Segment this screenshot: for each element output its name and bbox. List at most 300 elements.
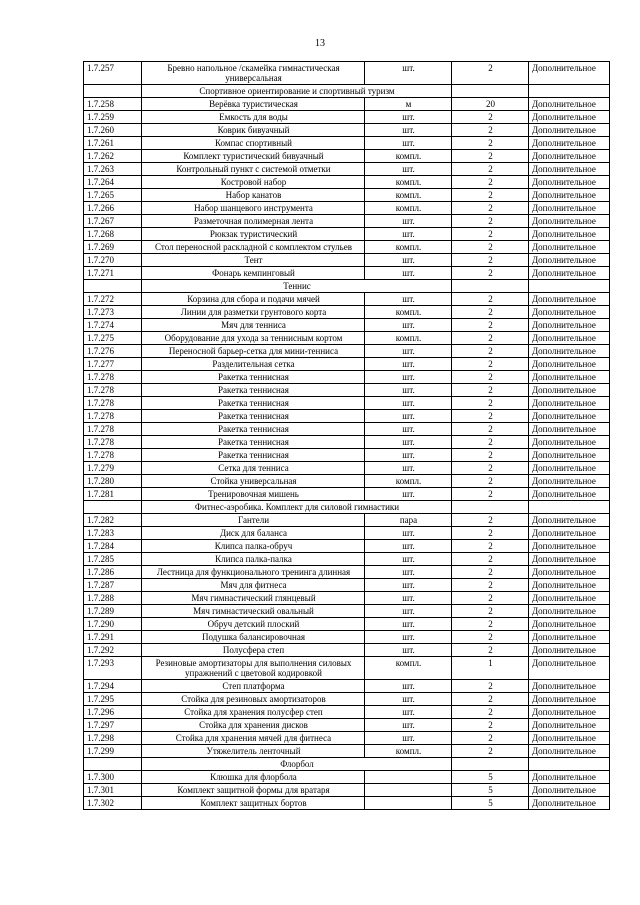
unit-cell: шт.: [365, 449, 452, 462]
item-name-cell: Комплект защитной формы для вратаря: [142, 784, 365, 797]
note-cell: Дополнительное: [529, 579, 610, 592]
unit-cell: м: [365, 98, 452, 111]
table-row: [84, 215, 610, 228]
item-number-cell: 1.7.277: [84, 358, 142, 371]
section-title: Фитнес-аэробика. Комплект для силовой гимнастики: [142, 501, 452, 514]
table-row: [84, 566, 610, 579]
table-row: [84, 797, 610, 810]
item-name-cell: Разделительная сетка: [142, 358, 365, 371]
item-name-cell: Стойка для хранения мячей для фитнеса: [142, 732, 365, 745]
item-name-cell: Рюкзак туристический: [142, 228, 365, 241]
note-cell: Дополнительное: [529, 202, 610, 215]
quantity-cell: 2: [452, 745, 529, 758]
item-name-cell: Стол переносной раскладной с комплектом стульев: [142, 241, 365, 254]
quantity-cell: 2: [452, 410, 529, 423]
unit-cell: шт.: [365, 111, 452, 124]
item-name-cell: Бревно напольное /скамейка гимнастическая универсальная: [142, 62, 365, 85]
note-cell: Дополнительное: [529, 215, 610, 228]
note-cell: Дополнительное: [529, 345, 610, 358]
unit-cell: шт.: [365, 488, 452, 501]
item-number-cell: 1.7.273: [84, 306, 142, 319]
item-number-cell: 1.7.264: [84, 176, 142, 189]
table-row: [84, 254, 610, 267]
table-row: [84, 111, 610, 124]
unit-cell: компл.: [365, 745, 452, 758]
quantity-cell: 2: [452, 680, 529, 693]
item-number-cell: 1.7.295: [84, 693, 142, 706]
unit-cell: шт.: [365, 384, 452, 397]
item-number-cell: 1.7.259: [84, 111, 142, 124]
quantity-cell: 2: [452, 514, 529, 527]
item-number-cell: 1.7.282: [84, 514, 142, 527]
note-cell: Дополнительное: [529, 176, 610, 189]
item-name-cell: Мяч гимнастический глянцевый: [142, 592, 365, 605]
unit-cell: шт.: [365, 215, 452, 228]
quantity-cell: 2: [452, 732, 529, 745]
unit-cell: компл.: [365, 475, 452, 488]
item-name-cell: Диск для баланса: [142, 527, 365, 540]
unit-cell: шт.: [365, 371, 452, 384]
item-number-cell: 1.7.278: [84, 410, 142, 423]
unit-cell: шт.: [365, 540, 452, 553]
item-name-cell: Степ платформа: [142, 680, 365, 693]
section-quantity-cell: [452, 85, 529, 98]
item-name-cell: Костровой набор: [142, 176, 365, 189]
table-row: [84, 693, 610, 706]
quantity-cell: 2: [452, 397, 529, 410]
unit-cell: шт.: [365, 680, 452, 693]
table-row: [84, 332, 610, 345]
item-number-cell: 1.7.284: [84, 540, 142, 553]
item-name-cell: Мяч для фитнеса: [142, 579, 365, 592]
unit-cell: шт.: [365, 137, 452, 150]
table-row: [84, 579, 610, 592]
item-name-cell: Коврик бивуачный: [142, 124, 365, 137]
section-number-cell: [84, 758, 142, 771]
unit-cell: компл.: [365, 202, 452, 215]
item-number-cell: 1.7.262: [84, 150, 142, 163]
unit-cell: шт.: [365, 706, 452, 719]
item-name-cell: Клюшка для флорбола: [142, 771, 365, 784]
item-name-cell: Ракетка теннисная: [142, 436, 365, 449]
item-number-cell: 1.7.299: [84, 745, 142, 758]
note-cell: Дополнительное: [529, 475, 610, 488]
item-name-cell: Контрольный пункт с системой отметки: [142, 163, 365, 176]
item-name-cell: Мяч гимнастический овальный: [142, 605, 365, 618]
unit-cell: шт.: [365, 732, 452, 745]
item-name-cell: Сетка для тенниса: [142, 462, 365, 475]
quantity-cell: 5: [452, 784, 529, 797]
item-name-cell: Стойка универсальная: [142, 475, 365, 488]
note-cell: Дополнительное: [529, 449, 610, 462]
item-number-cell: 1.7.302: [84, 797, 142, 810]
unit-cell: [365, 784, 452, 797]
item-name-cell: Гантели: [142, 514, 365, 527]
note-cell: Дополнительное: [529, 566, 610, 579]
table-row: [84, 644, 610, 657]
table-row: [84, 527, 610, 540]
note-cell: Дополнительное: [529, 111, 610, 124]
item-number-cell: 1.7.297: [84, 719, 142, 732]
item-number-cell: 1.7.278: [84, 384, 142, 397]
section-note-cell: [529, 280, 610, 293]
item-name-cell: Комплект туристический бивуачный: [142, 150, 365, 163]
item-number-cell: 1.7.279: [84, 462, 142, 475]
quantity-cell: 2: [452, 176, 529, 189]
note-cell: Дополнительное: [529, 358, 610, 371]
quantity-cell: 2: [452, 267, 529, 280]
table-row: [84, 488, 610, 501]
unit-cell: шт.: [365, 618, 452, 631]
quantity-cell: 2: [452, 241, 529, 254]
item-name-cell: Утяжелитель ленточный: [142, 745, 365, 758]
table-row: [84, 784, 610, 797]
item-number-cell: 1.7.276: [84, 345, 142, 358]
quantity-cell: 2: [452, 488, 529, 501]
section-number-cell: [84, 85, 142, 98]
unit-cell: компл.: [365, 241, 452, 254]
note-cell: Дополнительное: [529, 62, 610, 85]
table-row: [84, 514, 610, 527]
table-row: [84, 98, 610, 111]
table-row: [84, 553, 610, 566]
note-cell: Дополнительное: [529, 163, 610, 176]
item-number-cell: 1.7.269: [84, 241, 142, 254]
note-cell: Дополнительное: [529, 488, 610, 501]
note-cell: Дополнительное: [529, 124, 610, 137]
item-number-cell: 1.7.272: [84, 293, 142, 306]
table-row: [84, 345, 610, 358]
table-row: [84, 267, 610, 280]
note-cell: Дополнительное: [529, 706, 610, 719]
unit-cell: шт.: [365, 124, 452, 137]
item-name-cell: Резиновые амортизаторы для выполнения силовых упражнений с цветовой кодировкой: [142, 657, 365, 680]
note-cell: Дополнительное: [529, 553, 610, 566]
item-number-cell: 1.7.292: [84, 644, 142, 657]
note-cell: Дополнительное: [529, 745, 610, 758]
quantity-cell: 2: [452, 449, 529, 462]
quantity-cell: 2: [452, 527, 529, 540]
item-number-cell: 1.7.281: [84, 488, 142, 501]
item-name-cell: Оборудование для ухода за теннисным кортом: [142, 332, 365, 345]
section-number-cell: [84, 280, 142, 293]
item-number-cell: 1.7.275: [84, 332, 142, 345]
unit-cell: шт.: [365, 719, 452, 732]
item-number-cell: 1.7.263: [84, 163, 142, 176]
quantity-cell: 2: [452, 189, 529, 202]
table-row: [84, 306, 610, 319]
item-name-cell: Емкость для воды: [142, 111, 365, 124]
quantity-cell: 2: [452, 124, 529, 137]
unit-cell: шт.: [365, 566, 452, 579]
quantity-cell: 2: [452, 62, 529, 85]
section-number-cell: [84, 501, 142, 514]
note-cell: Дополнительное: [529, 241, 610, 254]
table-row: [84, 423, 610, 436]
item-name-cell: Лестница для функционального тренинга длинная: [142, 566, 365, 579]
item-number-cell: 1.7.301: [84, 784, 142, 797]
quantity-cell: 2: [452, 371, 529, 384]
section-quantity-cell: [452, 758, 529, 771]
unit-cell: шт.: [365, 693, 452, 706]
item-name-cell: Тент: [142, 254, 365, 267]
table-row: [84, 745, 610, 758]
note-cell: Дополнительное: [529, 423, 610, 436]
quantity-cell: 5: [452, 771, 529, 784]
unit-cell: шт.: [365, 228, 452, 241]
quantity-cell: 2: [452, 423, 529, 436]
table-row: [84, 436, 610, 449]
unit-cell: шт.: [365, 553, 452, 566]
note-cell: Дополнительное: [529, 371, 610, 384]
quantity-cell: 2: [452, 254, 529, 267]
table-row: [84, 605, 610, 618]
quantity-cell: 2: [452, 384, 529, 397]
table-row: [84, 124, 610, 137]
table-row: [84, 462, 610, 475]
unit-cell: компл.: [365, 332, 452, 345]
quantity-cell: 2: [452, 345, 529, 358]
item-name-cell: Фонарь кемпинговый: [142, 267, 365, 280]
section-quantity-cell: [452, 280, 529, 293]
section-note-cell: [529, 501, 610, 514]
quantity-cell: 2: [452, 540, 529, 553]
unit-cell: [365, 797, 452, 810]
section-note-cell: [529, 758, 610, 771]
unit-cell: [365, 771, 452, 784]
unit-cell: шт.: [365, 358, 452, 371]
note-cell: Дополнительное: [529, 228, 610, 241]
note-cell: Дополнительное: [529, 514, 610, 527]
item-name-cell: Клипса палка-обруч: [142, 540, 365, 553]
item-number-cell: 1.7.285: [84, 553, 142, 566]
unit-cell: шт.: [365, 527, 452, 540]
quantity-cell: 2: [452, 553, 529, 566]
quantity-cell: 2: [452, 706, 529, 719]
unit-cell: пара: [365, 514, 452, 527]
table-row: [84, 371, 610, 384]
unit-cell: шт.: [365, 605, 452, 618]
note-cell: Дополнительное: [529, 719, 610, 732]
item-number-cell: 1.7.270: [84, 254, 142, 267]
section-note-cell: [529, 85, 610, 98]
unit-cell: шт.: [365, 631, 452, 644]
quantity-cell: 2: [452, 618, 529, 631]
section-quantity-cell: [452, 501, 529, 514]
quantity-cell: 2: [452, 111, 529, 124]
note-cell: Дополнительное: [529, 462, 610, 475]
quantity-cell: 2: [452, 332, 529, 345]
unit-cell: компл.: [365, 150, 452, 163]
note-cell: Дополнительное: [529, 527, 610, 540]
table-row: [84, 680, 610, 693]
unit-cell: шт.: [365, 436, 452, 449]
item-name-cell: Мяч для тенниса: [142, 319, 365, 332]
note-cell: Дополнительное: [529, 137, 610, 150]
item-number-cell: 1.7.298: [84, 732, 142, 745]
table-row: [84, 293, 610, 306]
item-number-cell: 1.7.278: [84, 423, 142, 436]
quantity-cell: 2: [452, 436, 529, 449]
section-header-row: [84, 501, 610, 514]
item-number-cell: 1.7.287: [84, 579, 142, 592]
note-cell: Дополнительное: [529, 267, 610, 280]
unit-cell: шт.: [365, 62, 452, 85]
unit-cell: шт.: [365, 579, 452, 592]
item-name-cell: Обруч детский плоский: [142, 618, 365, 631]
unit-cell: компл.: [365, 189, 452, 202]
item-number-cell: 1.7.268: [84, 228, 142, 241]
section-title: Флорбол: [142, 758, 452, 771]
note-cell: Дополнительное: [529, 680, 610, 693]
note-cell: Дополнительное: [529, 784, 610, 797]
table-row: [84, 358, 610, 371]
table-row: [84, 163, 610, 176]
table-row: [84, 189, 610, 202]
item-name-cell: Корзина для сбора и подачи мячей: [142, 293, 365, 306]
item-number-cell: 1.7.274: [84, 319, 142, 332]
table-row: [84, 62, 610, 85]
table-row: [84, 631, 610, 644]
note-cell: Дополнительное: [529, 732, 610, 745]
item-number-cell: 1.7.258: [84, 98, 142, 111]
item-number-cell: 1.7.296: [84, 706, 142, 719]
quantity-cell: 2: [452, 693, 529, 706]
note-cell: Дополнительное: [529, 254, 610, 267]
quantity-cell: 2: [452, 293, 529, 306]
table-row: [84, 719, 610, 732]
table-row: [84, 150, 610, 163]
item-number-cell: 1.7.293: [84, 657, 142, 680]
quantity-cell: 2: [452, 462, 529, 475]
note-cell: Дополнительное: [529, 657, 610, 680]
item-number-cell: 1.7.290: [84, 618, 142, 631]
note-cell: Дополнительное: [529, 618, 610, 631]
item-number-cell: 1.7.283: [84, 527, 142, 540]
quantity-cell: 2: [452, 228, 529, 241]
item-number-cell: 1.7.266: [84, 202, 142, 215]
quantity-cell: 2: [452, 137, 529, 150]
item-name-cell: Стойка для хранения дисков: [142, 719, 365, 732]
unit-cell: шт.: [365, 345, 452, 358]
item-name-cell: Ракетка теннисная: [142, 397, 365, 410]
section-title: Спортивное ориентирование и спортивный туризм: [142, 85, 452, 98]
item-name-cell: Набор канатов: [142, 189, 365, 202]
item-number-cell: 1.7.257: [84, 62, 142, 85]
table-row: [84, 771, 610, 784]
item-number-cell: 1.7.294: [84, 680, 142, 693]
table-row: [84, 397, 610, 410]
unit-cell: шт.: [365, 293, 452, 306]
quantity-cell: 2: [452, 605, 529, 618]
section-title: Теннис: [142, 280, 452, 293]
item-name-cell: Верёвка туристическая: [142, 98, 365, 111]
table-row: [84, 475, 610, 488]
note-cell: Дополнительное: [529, 605, 610, 618]
table-row: [84, 228, 610, 241]
quantity-cell: 2: [452, 579, 529, 592]
item-name-cell: Линии для разметки грунтового корта: [142, 306, 365, 319]
item-name-cell: Ракетка теннисная: [142, 423, 365, 436]
note-cell: Дополнительное: [529, 436, 610, 449]
item-number-cell: 1.7.289: [84, 605, 142, 618]
note-cell: Дополнительное: [529, 397, 610, 410]
item-name-cell: Ракетка теннисная: [142, 384, 365, 397]
table-row: [84, 384, 610, 397]
item-number-cell: 1.7.278: [84, 397, 142, 410]
note-cell: Дополнительное: [529, 410, 610, 423]
table-row: [84, 202, 610, 215]
item-number-cell: 1.7.288: [84, 592, 142, 605]
unit-cell: шт.: [365, 644, 452, 657]
unit-cell: шт.: [365, 462, 452, 475]
item-name-cell: Ракетка теннисная: [142, 371, 365, 384]
item-number-cell: 1.7.300: [84, 771, 142, 784]
table-row: [84, 319, 610, 332]
equipment-table: [83, 61, 610, 810]
note-cell: Дополнительное: [529, 540, 610, 553]
note-cell: Дополнительное: [529, 293, 610, 306]
item-number-cell: 1.7.260: [84, 124, 142, 137]
quantity-cell: 2: [452, 150, 529, 163]
item-name-cell: Стойка для резиновых амортизаторов: [142, 693, 365, 706]
table-row: [84, 618, 610, 631]
item-name-cell: Полусфера степ: [142, 644, 365, 657]
quantity-cell: 2: [452, 644, 529, 657]
note-cell: Дополнительное: [529, 592, 610, 605]
quantity-cell: 2: [452, 215, 529, 228]
item-number-cell: 1.7.261: [84, 137, 142, 150]
item-number-cell: 1.7.278: [84, 371, 142, 384]
item-name-cell: Разметочная полимерная лента: [142, 215, 365, 228]
table-row: [84, 137, 610, 150]
quantity-cell: 5: [452, 797, 529, 810]
section-header-row: [84, 758, 610, 771]
section-header-row: [84, 280, 610, 293]
item-number-cell: 1.7.278: [84, 436, 142, 449]
item-name-cell: Тренировочная мишень: [142, 488, 365, 501]
table-row: [84, 410, 610, 423]
item-number-cell: 1.7.265: [84, 189, 142, 202]
quantity-cell: 2: [452, 319, 529, 332]
note-cell: Дополнительное: [529, 693, 610, 706]
unit-cell: шт.: [365, 163, 452, 176]
table-row: [84, 592, 610, 605]
item-name-cell: Клипса палка-палка: [142, 553, 365, 566]
unit-cell: компл.: [365, 657, 452, 680]
quantity-cell: 1: [452, 657, 529, 680]
table-row: [84, 449, 610, 462]
note-cell: Дополнительное: [529, 384, 610, 397]
unit-cell: компл.: [365, 176, 452, 189]
equipment-table-body: [84, 62, 610, 810]
unit-cell: шт.: [365, 397, 452, 410]
item-number-cell: 1.7.280: [84, 475, 142, 488]
table-row: [84, 657, 610, 680]
quantity-cell: 20: [452, 98, 529, 111]
item-number-cell: 1.7.271: [84, 267, 142, 280]
table-row: [84, 706, 610, 719]
quantity-cell: 2: [452, 475, 529, 488]
note-cell: Дополнительное: [529, 771, 610, 784]
item-name-cell: Ракетка теннисная: [142, 410, 365, 423]
item-name-cell: Стойка для хранения полусфер степ: [142, 706, 365, 719]
item-name-cell: Комплект защитных бортов: [142, 797, 365, 810]
note-cell: Дополнительное: [529, 306, 610, 319]
item-number-cell: 1.7.278: [84, 449, 142, 462]
item-name-cell: Набор шанцевого инструмента: [142, 202, 365, 215]
table-row: [84, 241, 610, 254]
